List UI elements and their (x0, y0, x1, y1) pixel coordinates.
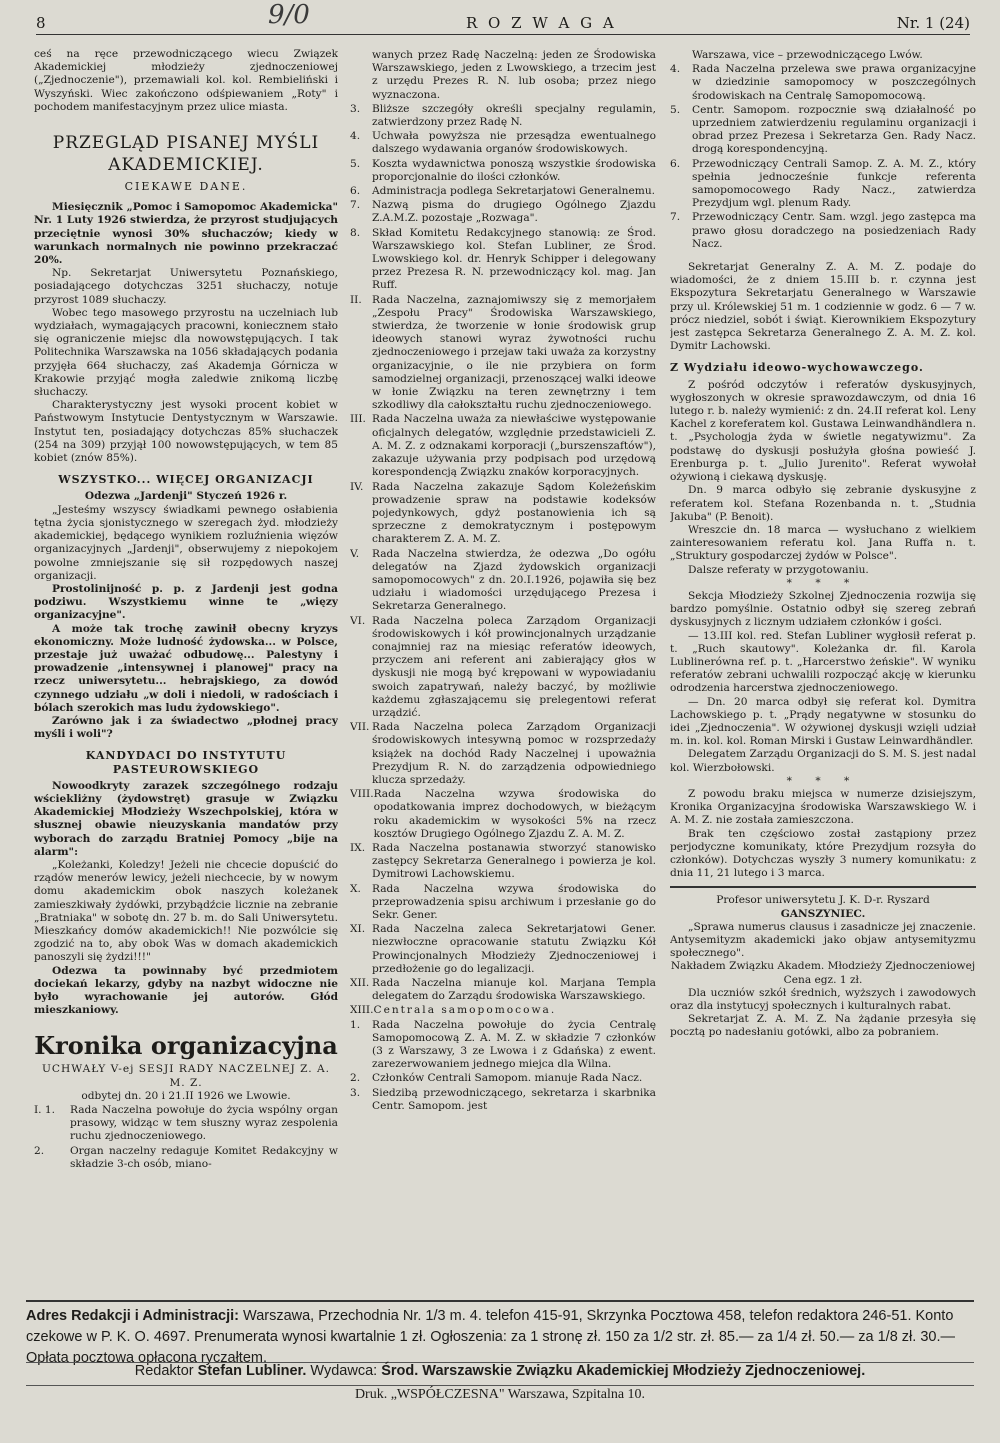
page-number: 8 (36, 14, 46, 32)
paragraph: Nowoodkryty zarazek szczególnego rodzaju wściekliżny (żydowstręt) grasuje w Związku Akademickiej Młodzieży Wszechpolskiej, która w słusznej obawie nieuzyskania mandatów przy wyborach do zarządu Bratniej Pomocy „bije na alarm": (34, 779, 338, 858)
column-2 (350, 48, 656, 1300)
resolution-item: 3. Bliższe szczegóły określi specjalny regulamin, zatwierdzony przez Radę N. (350, 102, 656, 129)
paragraph: Wreszcie dn. 18 marca — wysłuchano z wielkiem zainteresowaniem referatu kol. Jana Ruffa n. t. „Struktury gospodarczej żydów w Polsce". (670, 523, 976, 563)
paragraph: Odezwa ta powinnaby być przedmiotem dociekań lekarzy, gdyby na nazbyt widoczne nie było wyrachowanie jej autorów. Głód mieszkaniowy. (34, 964, 338, 1017)
section-title-przeglad: PRZEGLĄD PISANEJ MYŚLI AKADEMICKIEJ. (52, 133, 320, 176)
resolution-item: I. 1. Rada Naczelna powołuje do życia wspólny organ prasowy, widząc w tem słuszny wyraz zespolenia ruchu zjednoczeniowego. (34, 1104, 338, 1143)
resolution-item: 2. Członków Centrali Samopom. mianuje Rada Nacz. (350, 1072, 643, 1085)
resolution-item: III. Rada Naczelna uważa za niewłaściwe występowanie oficjalnych delegatów, względnie przedstawicieli Z. A. M. Z. z odznakami korporacji („burszenszaftów"), zakazuje używania przy podpisach pod urzędową korespondencją Związku znaków korporacyjnych. (350, 413, 656, 479)
footer-printer: Druk. „WSPÓŁCZESNA" Warszawa, Szpitalna 10. (354, 1387, 646, 1402)
column-3 (670, 48, 976, 1300)
column-1 (34, 48, 338, 1300)
footer-editor (26, 1362, 974, 1386)
resolution-item: X. Rada Naczelna wzywa środowiska do przeprowadzenia spisu archiwum i przesłanie go do Sekr. Gener. (350, 882, 656, 921)
ad-professor: Profesor uniwersytetu J. K. D-r. Ryszard (716, 894, 930, 907)
resolution-item: 5. Koszta wydawnictwa ponoszą wszystkie środowiska proporcjonalnie do ilości członków. (350, 157, 656, 183)
paragraph: Dalsze referaty w przygotowaniu. (688, 563, 869, 576)
paragraph: Prostolinijność p. p. z Jardenji jest godna podziwu. Wszystkiemu winne te „więzy organizacyjne". (34, 582, 338, 622)
paragraph: Charakterystyczny jest wysoki procent kobiet w Państwowym Instytucie Dentystycznym w Warszawie. Instytut ten, posiadający dotychczas 85% słuchaczek (254 na 309) przyjął 100 nowowstępujących, w tem 85 kobiet (znów 85%). (34, 399, 338, 465)
sekretarjat-paragraph: Sekretarjat Generalny Z. A. M. Z. podaje do wiadomości, że z dniem 15.III b. r. czynna jest Ekspozytura Sekretarjatu Generalnego w Warszawie przy ul. Królewskiej 51 m. 1 codziennie w godz. 6 — 7 w. prócz niedziel, sobót i świąt. Kierownikiem Ekspozytury jest zastępca Sekretarza Generalnego Z. A. M. Z. kol. Dymitr Lachowski. (670, 261, 976, 353)
resolution-item: IX. Rada Naczelna postanawia stworzyć stanowisko zastępcy Sekretarza Generalnego i powierza je kol. Dymitrowi Lachowskiemu. (350, 841, 656, 881)
resolution-item: wanych przez Radę Naczelną: jeden ze Środowiska Warszawskiego, jeden z Lwowskiego, a trzecim jest z urzędu Prezes R. N. lub osoba; przez niego wyznaczona. (372, 49, 656, 101)
resolution-item: 1. Rada Naczelna powołuje do życia Centralę Samopomocową Z. A. M. Z. w składzie 7 członków (3 z Warszawy, 3 ze Lwowa i z Gdańska) z ewent. zarezerwowaniem jednego miejca dla Wilna. (350, 1018, 656, 1071)
resolution-item: 3. Siedzibą przewodniczącego, sekretarza i skarbnika Centr. Samopom. jest (350, 1086, 656, 1112)
issue-number: Nr. 1 (24) (896, 14, 970, 32)
paragraph: Dn. 9 marca odbyło się zebranie dyskusyjne z referatem kol. Stefana Rozenbanda n. t. „Studnia Jakuba" (P. Benoit). (670, 484, 976, 523)
resolution-item: XIII. Centrala samopomocowa. (350, 1004, 557, 1017)
section-title-kandydaci: KANDYDACI DO INSTYTUTU PASTEUROWSKIEGO (85, 749, 287, 776)
newspaper-title: R O Z W A G A (466, 14, 617, 32)
paragraph: Miesięcznik „Pomoc i Samopomoc Akademicka" Nr. 1 Luty 1926 stwierdza, że przyrost studjujących przeciętnie wynosi 30% słuchaczów; kiedy w warunkach normalnych nie powinno przekraczać 20%. (34, 201, 338, 267)
odezwa-heading: Odezwa „Jardenji" Styczeń 1926 r. (84, 490, 288, 503)
publisher-name: Środ. Warszawskie Związku Akademickiej Młodzieży Zjednoczeniowej. (381, 1363, 866, 1379)
ad-author-name: GANSZYNIEC. (780, 907, 866, 920)
handwritten-page-number: 9/0 (268, 0, 310, 30)
editor-name: Stefan Lubliner. (197, 1363, 307, 1379)
ad-publisher: Nakładem Związku Akadem. Młodzieży Zjednoczeniowej (670, 960, 976, 973)
paragraph: A może tak trochę zawinił obecny kryzys ekonomiczny. Może ludność żydowska... w Polsce, przestaje już uważać odbudowę... Palestyny i prowadzenie „intensywnej i planowej" pracy na rzecz uniwersytetu... hebrajskiego, za dowód czynnego udziału „w doli i niedoli, w radościach i bólach szerokich mas ludu żydowskiego". (34, 622, 338, 714)
section-title-wszystko: WSZYSTKO... WIĘCEJ ORGANIZACJI (58, 473, 314, 487)
resolution-item: VI. Rada Naczelna poleca Zarządom Organizacji środowiskowych i kół prowincjonalnych urządzanie conajmniej raz na miesiąc referatów ideowych, przyczem ani referent ani zabierający głos w dyskusji nie mogą być krępowani w wypowiadaniu swoich zapatrywań, należy baczyć, by możliwie każdemu zgłaszającemu się prelegentowi referat urządzić. (350, 614, 656, 719)
intro-paragraph: ceś na ręce przewodniczącego wiecu Związek Akademickiej młodzieży zjednoczeniowej („Zjednoczenie"), przemawiali kol. kol. Rembieliński i Wyszyński. Wiec zakończono odśpiewaniem „Roty" i pochodem manifestacyjnym przez ulice miasta. (34, 48, 338, 113)
resolution-item: II. Rada Naczelna, zaznajomiwszy się z memorjałem „Zespołu Pracy" Środowiska Warszawskiego, stwierdza, że tworzenie w łonie środowisk grup ideowych stanowi wyraz żywotności ruchu zjednoczeniowego i przejaw taki uważa za korzystny organizacyjnie, o ile nie przybiera on form samodzielnej organizacji, przenoszącej walki ideowe w łonie Związku na teren zewnętrzny i tem szkodliwy dla całokształtu ruchu zjednoczeniowego. (350, 293, 656, 412)
resolution-item: XII. Rada Naczelna mianuje kol. Marjana Templa delegatem do Zarządu środowiska Warszawskiego. (350, 977, 656, 1003)
resolution-item: 4. Rada Naczelna przelewa swe prawa organizacyjne w dziedzinie samopomocy w poszczególnych środowiskach na Centralę Samopomocową. (670, 63, 976, 102)
editor-label: Redaktor (134, 1363, 194, 1379)
resolution-item: 7. Przewodniczący Centr. Sam. wzgl. jego zastępca ma prawo głosu doradczego na posiedzeniach Rady Nacz. (670, 211, 976, 250)
paragraph: Zarówno jak i za świadectwo „płodnej pracy myśli i woli"? (34, 714, 338, 741)
divider (670, 886, 976, 888)
resolution-item: 8. Skład Komitetu Redakcyjnego stanowią: ze Środ. Warszawskiego kol. Stefan Lubliner, ze Środ. Lwowskiego kol. dr. Henryk Schipper i delegowany przez Prezesa R. N. przewodniczący kol. mag. Jan Ruff. (350, 226, 656, 292)
paragraph: Brak ten częściowo został zastąpiony przez perjodyczne komunikaty, które Prezydjum rozsyła do członków). Dotychczas wyszły 3 numery komunikatu: z dnia 11, 21 lutego i 3 marca. (670, 827, 976, 880)
subtitle-ciekawe-dane: CIEKAWE DANE. (124, 180, 248, 194)
resolution-item: V. Rada Naczelna stwierdza, że odezwa „Do ogółu delegatów na Zjazd żydowskich organizacji samopomocowych" z dn. 20.I.1926, pojawiła się bez udziału i wiadomości urzędującego Prezesa i Sekretarza Generalnego. (350, 547, 656, 613)
paragraph: Z powodu braku miejsca w numerze dzisiejszym, Kronika Organizacyjna środowiska Warszawskiego W. i A. M. Z. nie została zamieszczona. (670, 787, 976, 827)
kronika-title: Kronika organizacyjna (34, 1031, 338, 1061)
resolution-item: 7. Nazwą pisma do drugiego Ogólnego Zjazdu Z.A.M.Z. pozostaje „Rozwaga". (350, 199, 656, 225)
resolution-item: XI. Rada Naczelna zaleca Sekretarjatowi Gener. niezwłoczne opracowanie statutu Związku Kół Prowincjonalnych Młodzieży Zjednoczeniowej i przedłożenie go do legalizacji. (350, 923, 656, 975)
address-text: Warszawa, Przechodnia Nr. 1/3 m. 4. telefon 415-91, Skrzynka Pocztowa 458, telefon redaktora 246-51. Konto czekowe w P. K. O. 4697. Prenumerata wynosi kwartalnie 1 zł. Ogłoszenia: za 1 stronę zł. 150 za 1/2 str. zł. 85.— za 1/4 zł. 50.— za 1/8 zł. 30.— Opłata pocztowa opłacona ryczałtem. (26, 1308, 955, 1366)
paragraph: „Jesteśmy wszyscy świadkami pewnego osłabienia tętna życia sjonistycznego w szeregach żyd. młodzieży akademickiej, będącego wynikiem rozluźnienia więzów organizacyjnych „Jardenji", obserwujemy z niepokojem powolne zmniejszanie się sił rozpędowych naszej organizacji. (34, 503, 338, 582)
resolution-item: IV. Rada Naczelna zakazuje Sądom Koleżeńskim prowadzenie spraw na podstawie kodeksów pojedynkowych, gdyż postanowienia ich są sprzeczne z demokratycznym i postępowym charakterem Z. A. M. Z. (350, 480, 656, 546)
resolution-item: 2. Organ naczelny redaguje Komitet Redakcyjny w składzie 3-ch osób, miano- (34, 1144, 338, 1170)
publisher-label: Wydawca: (310, 1363, 378, 1379)
paragraph: Wobec tego masowego przyrostu na uczelniach lub wydziałach, wymagających pracowni, koniecznem stało się ograniczenie miejsc dla nowowstępujących. I tak Politechnika Warszawska na 1056 składających podania przyjęła 664 słuchaczy, zaś Akademja Górnicza w Krakowie przyjąć mogła zaledwie znikomą liczbę słuchaczy. (34, 306, 338, 399)
paragraph: Delegatem Zarządu Organizacji do S. M. S. jest nadal kol. Wierzbołowski. (670, 748, 976, 774)
resolution-item: 5. Centr. Samopom. rozpocznie swą działalność po uprzedniem zatwierdzeniu regulaminu organizacji i obrad przez Prezesa i Sekretarza Gen. Rady Nacz. drogą korespondencyjną. (670, 103, 976, 156)
odbytej-line: odbytej dn. 20 i 21.II 1926 we Lwowie. (81, 1089, 291, 1102)
ad-discount: Dla uczniów szkół średnich, wyższych i zawodowych oraz dla instytucyj społecznych i kulturalnych rabat. (670, 986, 976, 1013)
resolution-item: Warszawa, vice – przewodniczącego Lwów. (692, 49, 923, 61)
paragraph: — 13.III kol. red. Stefan Lubliner wygłosił referat p. t. „Ruch skautowy". Koleżanka dr. fil. Karola Lublinerówna ref. p. t. „Harcerstwo żeńskie". W wyniku referatów zebrani uchwalili rozpocząć akcję w kierunku odrodzenia harcerstwa zjednoczeniowego. (670, 629, 976, 695)
separator-stars: * * * (786, 576, 860, 589)
paragraph: Np. Sekretarjat Uniwersytetu Poznańskiego, posiadającego dotychczas 3251 słuchaczy, notuje przyrost 1089 słuchaczy. (34, 267, 338, 306)
resolution-item: VIII. Rada Naczelna wzywa środowiska do opodatkowania imprez dochodowych, w bieżącym roku akademickim w wysokości 5% na rzecz kosztów Drugiego Ogólnego Zjazdu Z. A. M. Z. (350, 788, 656, 840)
resolution-item: 4. Uchwała powyższa nie przesądza ewentualnego dalszego wydawania organów środowiskowych. (350, 130, 656, 156)
resolution-item: 6. Przewodniczący Centrali Samop. Z. A. M. Z., który spełnia jednocześnie funkcje referenta samopomocowego Rady Nacz., zatwierdza Prezydjum wgl. plenum Rady. (670, 157, 976, 210)
paragraph: Sekcja Młodzieży Szkolnej Zjednoczenia rozwija się bardzo pomyślnie. Ostatnio odbył się szereg zebrań dyskusyjnych z licznym udziałem członków i gości. (670, 589, 976, 629)
resolution-item: 6. Administracja podlega Sekretarjatowi Generalnemu. (350, 185, 656, 198)
ad-ordering: Sekretarjat Z. A. M. Z. Na żądanie przesyła się pocztą po nadesłaniu gotówki, albo za pobraniem. (670, 1013, 976, 1039)
uchwaly-heading: UCHWAŁY V-ej SESJI RADY NACZELNEJ Z. A. M. Z. (41, 1063, 331, 1089)
ad-price: Cena egz. 1 zł. (783, 973, 863, 986)
paragraph: „Koleżanki, Koledzy! Jeżeli nie chcecie dopuścić do rządów menerów lewicy, jeżeli niechcecie, by w nowym domu akademickim obok naszych koleżanek zamieszkiwały żydówki, przybądźcie licznie na zebranie „Bratniaka" w sobotę dn. 27 b. m. do Sali Uniwersytetu. Mieszkańcy domów akademickich!! Nie pozwólcie się zgodzić na to, aby obok Was w domach akademickich panoszyli się żydzi!!!" (34, 858, 338, 964)
footer-address (26, 1300, 974, 1369)
address-label: Adres Redakcji i Administracji: (26, 1308, 240, 1324)
paragraph: Z pośród odczytów i referatów dyskusyjnych, wygłoszonych w okresie sprawozdawczym, od dnia 16 lutego r. b. należy wymienić: z dn. 24.II referat kol. Leny Kachel z koreferatem kol. Gustawa Leinwandhändlera n. t. „Psychologja żyda w świetle negatywizmu". Za podstawę do dyskusji posłużyła głośna powieść J. Erenburga p. t. „Julio Jurenito". Referat wywołał ożywioną i ciekawą dyskusję. (670, 378, 976, 484)
separator-stars: * * * (786, 774, 860, 787)
resolution-item: VII. Rada Naczelna poleca Zarządom Organizacji środowiskowych intesywną pomoc w rozsprzedaży książek na dochód Rady Naczelnej i upoważnia Prezydjum R. N. do zarządzenia odpowiedniego klucza sprzedaży. (350, 721, 656, 786)
paragraph: — Dn. 20 marca odbył się referat kol. Dymitra Lachowskiego p. t. „Prądy negatywne w stosunku do idei „Zjednoczenia". W ożywionej dyskusji wzięli udział m. in. kol. kol. Roman Mirski i Gustaw Leinwardhändler. (670, 695, 976, 748)
ad-title: „Sprawa numerus clausus i zasadnicze jej znaczenie. Antysemityzm akademicki jako objaw antysemityzmu społecznego". (670, 920, 976, 960)
page-header (36, 10, 970, 35)
wydzial-heading: Z Wydziału ideowo-wychowawczego. (670, 361, 924, 375)
